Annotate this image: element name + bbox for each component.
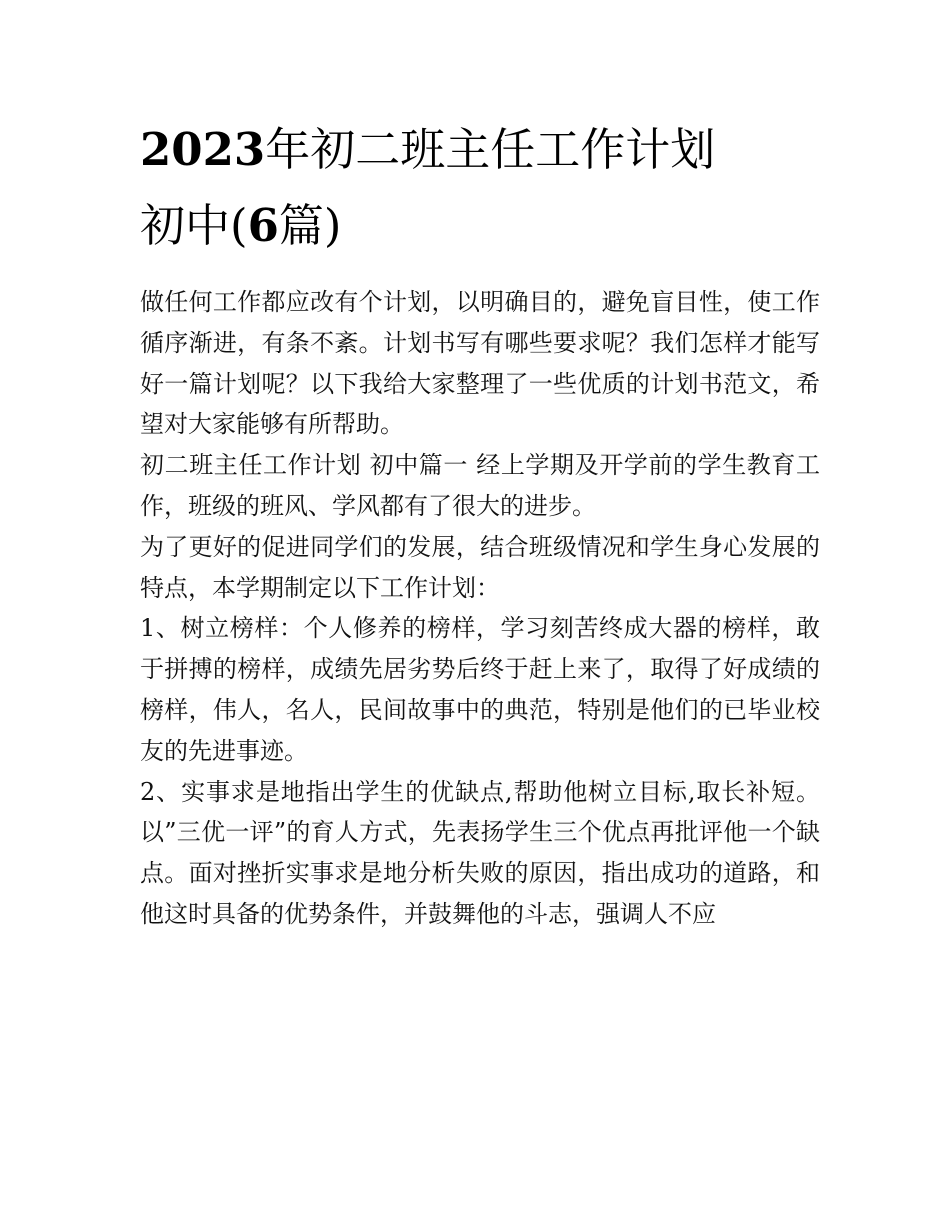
intro-paragraph: 做任何工作都应改有个计划，以明确目的，避免盲目性，使工作循序渐进，有条不紊。计划书写有哪些要求呢？我们怎样才能写好一篇计划呢？以下我给大家整理了一些优质的计划书范文，希望对大家能够有所帮助。	[140, 288, 820, 439]
title-main-text: 年初二班主任工作计划	[265, 123, 716, 176]
plan-item-1: 1、树立榜样：个人修养的榜样，学习刻苦终成大器的榜样，敢于拼搏的榜样，成绩先居劣势后终于赶上来了，取得了好成绩的榜样，伟人，名人，民间故事中的典范，特别是他们的已毕业校友的先进事迹。	[140, 614, 820, 765]
plan-purpose-paragraph: 为了更好的促进同学们的发展，结合班级情况和学生身心发展的特点，本学期制定以下工作计划：	[140, 532, 820, 602]
section-intro-paragraph: 初二班主任工作计划 初中篇一 经上学期及开学前的学生教育工作，班级的班风、学风都有了很大的进步。	[140, 451, 820, 520]
title-line2-prefix: 初中(	[140, 199, 248, 252]
document-body	[140, 282, 820, 935]
title-year: 2023	[140, 123, 266, 176]
document-title	[140, 112, 820, 264]
title-line2-suffix: 篇)	[278, 199, 342, 252]
plan-item-2: 2、实事求是地指出学生的优缺点,帮助他树立目标,取长补短。以”三优一评”的育人方式，先表扬学生三个优点再批评他一个缺点。面对挫折实事求是地分析失败的原因，指出成功的道路，和他这时具备的优势条件，并鼓舞他的斗志，强调人不应	[140, 777, 820, 928]
title-count: 6	[247, 199, 279, 252]
